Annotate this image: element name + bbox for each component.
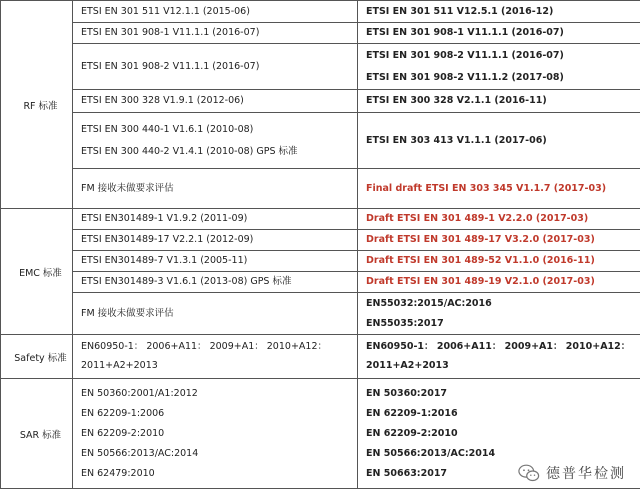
old-standard: FM 接收未做要求评估 bbox=[73, 293, 358, 335]
table-row bbox=[1, 293, 640, 335]
wechat-icon bbox=[518, 462, 540, 484]
old-standard: ETSI EN301489-1 V1.9.2 (2011-09) bbox=[73, 209, 358, 230]
category-sar: SAR 标准 bbox=[1, 379, 73, 489]
new-standard: EN55032:2015/AC:2016 EN55035:2017 bbox=[358, 293, 640, 335]
table-row bbox=[1, 335, 640, 379]
category-emc: EMC 标准 bbox=[1, 209, 73, 335]
new-standard: Draft ETSI EN 301 489-17 V3.2.0 (2017-03) bbox=[358, 230, 640, 251]
new-standard: ETSI EN 301 908-1 V11.1.1 (2016-07) bbox=[358, 23, 640, 44]
old-standard: ETSI EN 300 440-1 V1.6.1 (2010-08) ETSI EN 300 440-2 V1.4.1 (2010-08) GPS 标准 bbox=[73, 113, 358, 169]
old-standard: ETSI EN301489-3 V1.6.1 (2013-08) GPS 标准 bbox=[73, 272, 358, 293]
new-standard: EN60950-1： 2006+A11： 2009+A1： 2010+A12： 2011+A2+2013 bbox=[358, 335, 640, 379]
new-standard: ETSI EN 301 511 V12.5.1 (2016-12) bbox=[358, 1, 640, 23]
watermark-text: 德普华检测 bbox=[546, 466, 626, 482]
old-standard: EN60950-1： 2006+A11： 2009+A1： 2010+A12： 2011+A2+2013 bbox=[73, 335, 358, 379]
new-standard: ETSI EN 300 328 V2.1.1 (2016-11) bbox=[358, 90, 640, 113]
category-safety: Safety 标准 bbox=[1, 335, 73, 379]
old-standard: ETSI EN 301 908-1 V11.1.1 (2016-07) bbox=[73, 23, 358, 44]
new-standard: ETSI EN 303 413 V1.1.1 (2017-06) bbox=[358, 113, 640, 169]
new-standard: EN 50360:2017 EN 62209-1:2016 EN 62209-2:2010 EN 50566:2013/AC:2014 EN 50663:2017 bbox=[358, 379, 640, 489]
category-rf: RF 标准 bbox=[1, 1, 73, 209]
table-row bbox=[1, 209, 640, 230]
table-row bbox=[1, 230, 640, 251]
new-standard: Draft ETSI EN 301 489-52 V1.1.0 (2016-11) bbox=[358, 251, 640, 272]
table-row bbox=[1, 251, 640, 272]
new-standard: Draft ETSI EN 301 489-19 V2.1.0 (2017-03) bbox=[358, 272, 640, 293]
old-standard: ETSI EN301489-7 V1.3.1 (2005-11) bbox=[73, 251, 358, 272]
table-row bbox=[1, 44, 640, 90]
new-standard: Final draft ETSI EN 303 345 V1.1.7 (2017-03) bbox=[358, 169, 640, 209]
table-row bbox=[1, 1, 640, 23]
table-row bbox=[1, 23, 640, 44]
old-standard: ETSI EN 300 328 V1.9.1 (2012-06) bbox=[73, 90, 358, 113]
old-standard: ETSI EN 301 511 V12.1.1 (2015-06) bbox=[73, 1, 358, 23]
new-standard: ETSI EN 301 908-2 V11.1.1 (2016-07) ETSI EN 301 908-2 V11.1.2 (2017-08) bbox=[358, 44, 640, 90]
table-row bbox=[1, 169, 640, 209]
old-standard: FM 接收未做要求评估 bbox=[73, 169, 358, 209]
watermark bbox=[514, 460, 630, 486]
old-standard: ETSI EN 301 908-2 V11.1.1 (2016-07) bbox=[73, 44, 358, 90]
old-standard: ETSI EN301489-17 V2.2.1 (2012-09) bbox=[73, 230, 358, 251]
table-row bbox=[1, 90, 640, 113]
table-row bbox=[1, 113, 640, 169]
old-standard: EN 50360:2001/A1:2012 EN 62209-1:2006 EN 62209-2:2010 EN 50566:2013/AC:2014 EN 62479:2010 bbox=[73, 379, 358, 489]
new-standard: Draft ETSI EN 301 489-1 V2.2.0 (2017-03) bbox=[358, 209, 640, 230]
table-row bbox=[1, 272, 640, 293]
